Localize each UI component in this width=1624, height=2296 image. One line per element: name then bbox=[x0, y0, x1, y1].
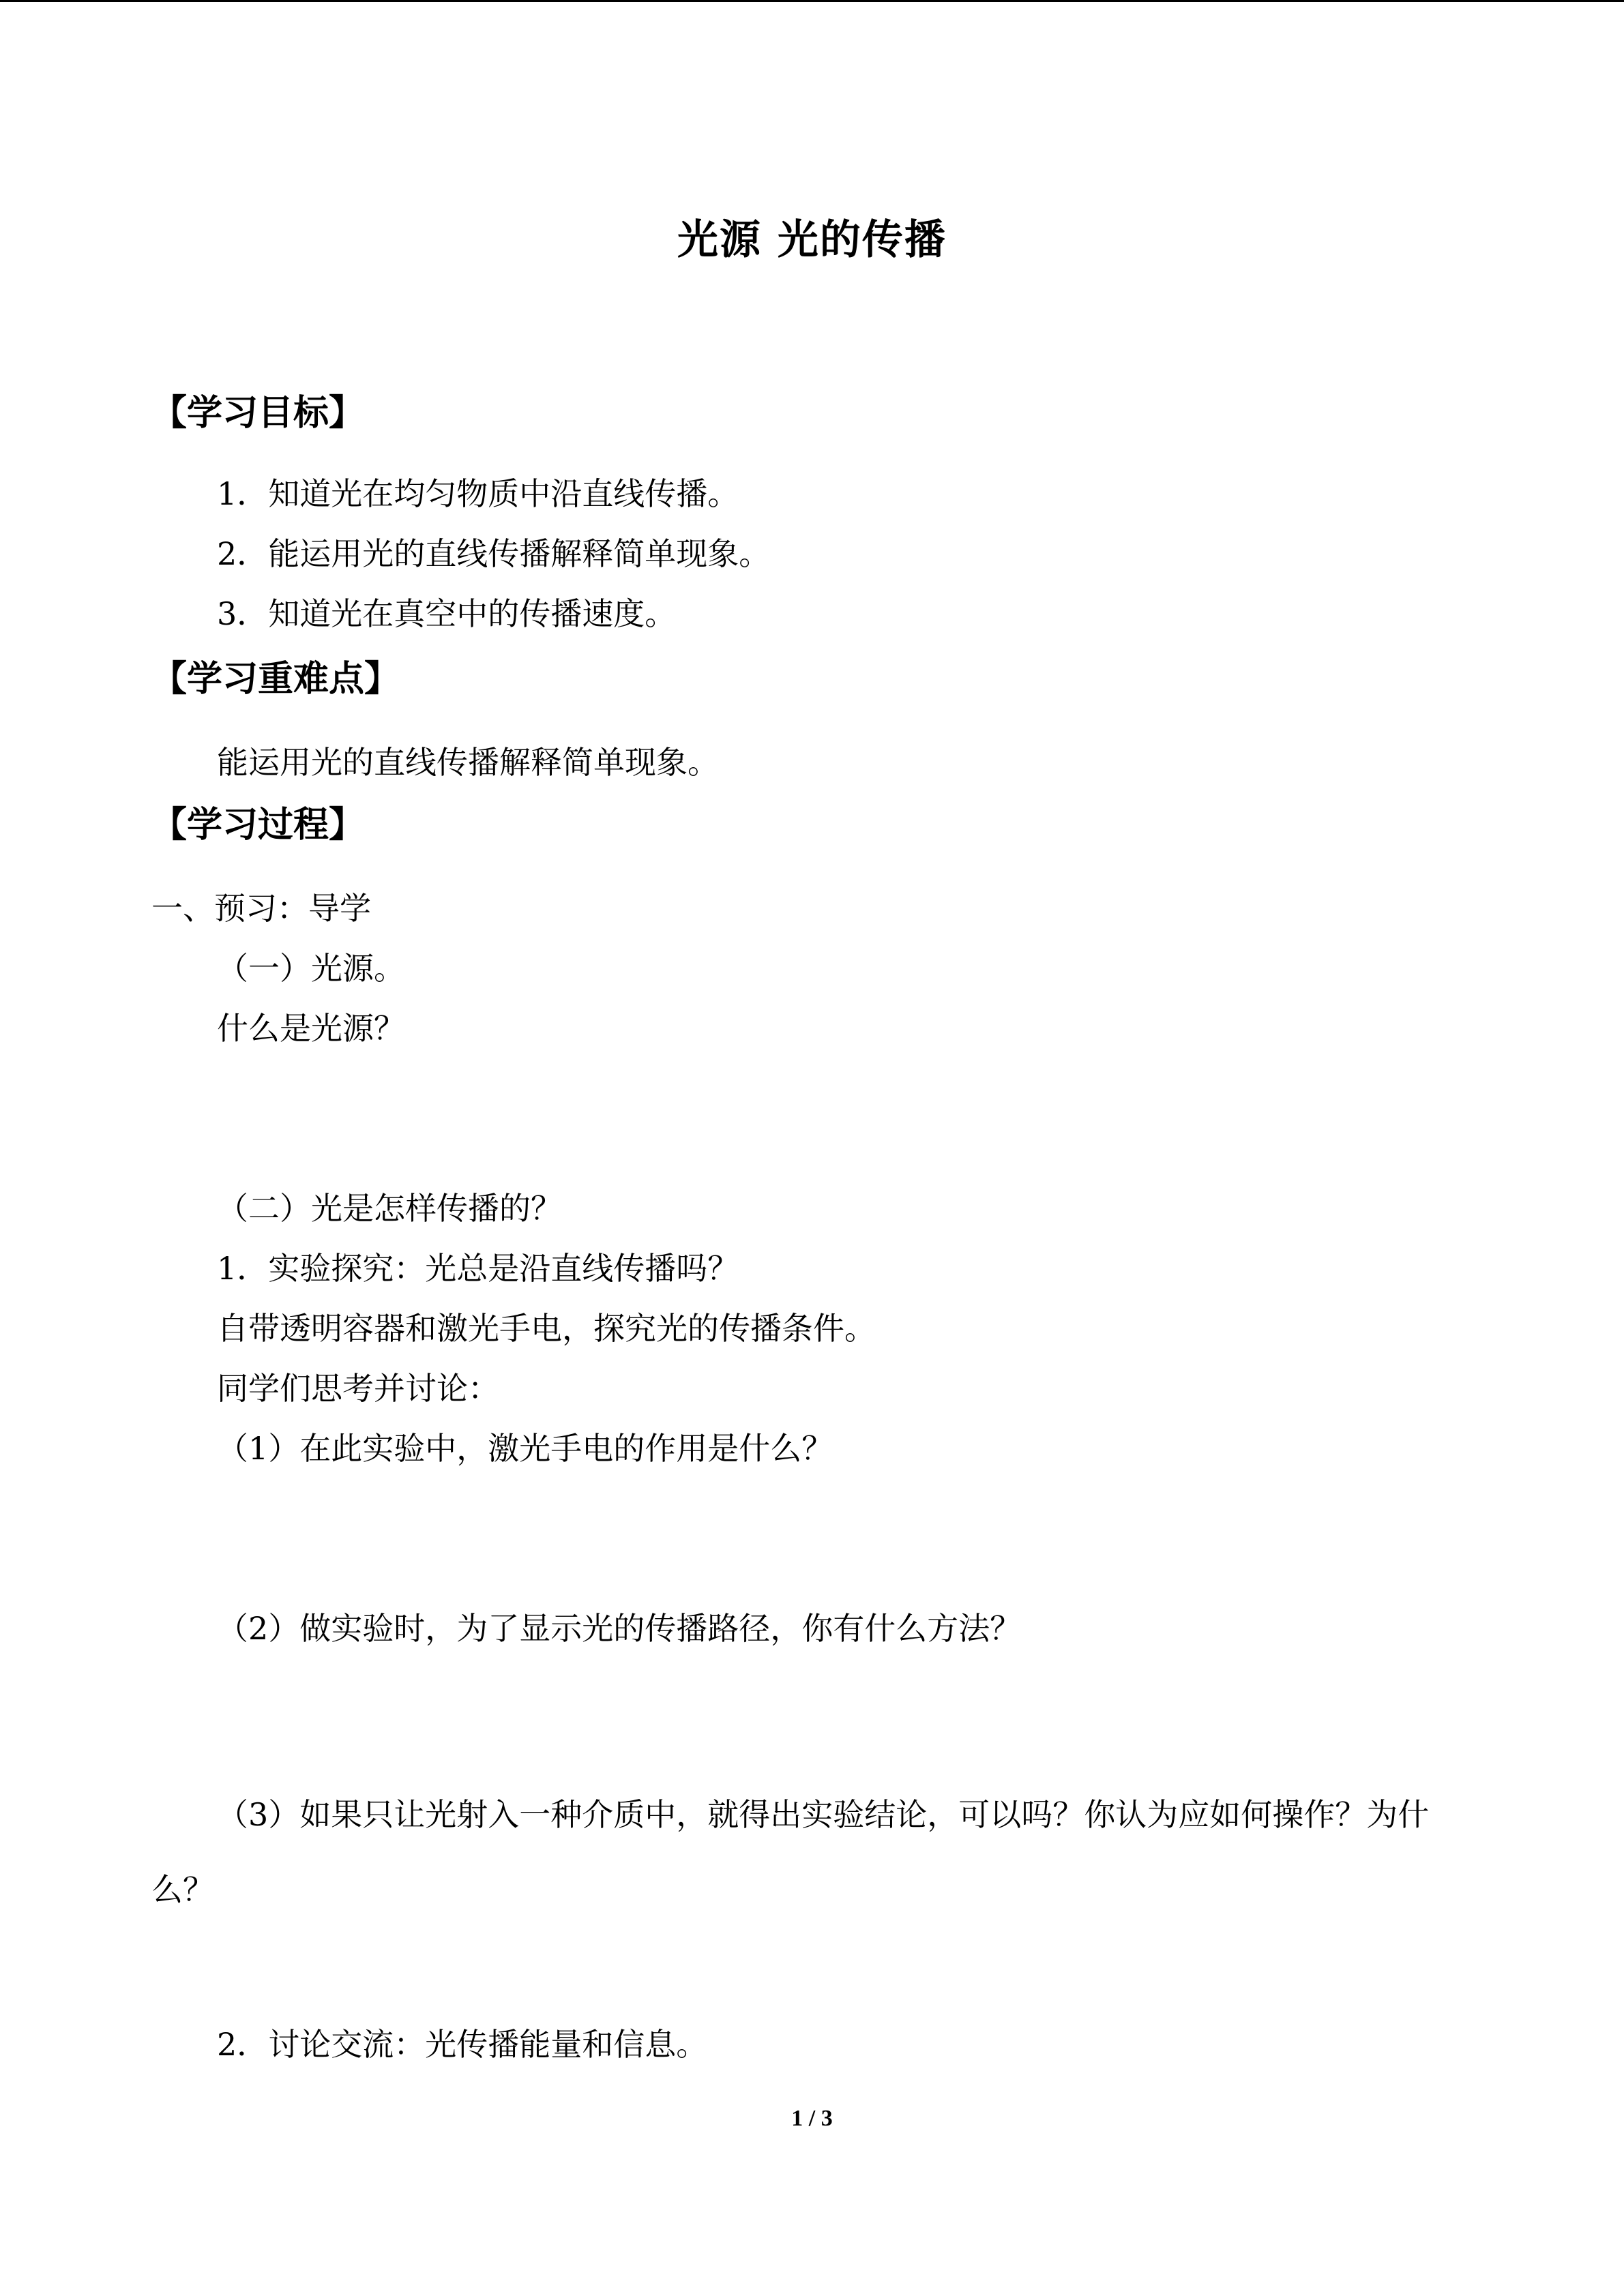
question-1: （1）在此实验中，激光手电的作用是什么？ bbox=[217, 1430, 833, 1467]
discussion-title: 2．讨论交流：光传播能量和信息。 bbox=[217, 2026, 708, 2063]
goal-item-1: 1．知道光在均匀物质中沿直线传播。 bbox=[217, 475, 739, 512]
page-number: 1 / 3 bbox=[791, 2106, 833, 2131]
question-2: （2）做实验时，为了显示光的传播路径，你有什么方法？ bbox=[217, 1610, 1022, 1647]
heading-learning-process: 【学习过程】 bbox=[151, 805, 365, 846]
question-3: （3）如果只让光射入一种介质中，就得出实验结论，可以吗？你认为应如何操作？为什么？ bbox=[151, 1796, 1430, 1908]
goal-item-3: 3．知道光在真空中的传播速度。 bbox=[217, 595, 677, 632]
key-points-text: 能运用光的直线传播解释简单现象。 bbox=[217, 744, 719, 781]
experiment-description: 自带透明容器和激光手电，探究光的传播条件。 bbox=[217, 1310, 876, 1347]
heading-key-points: 【学习重难点】 bbox=[151, 659, 400, 700]
part1-title: 一、预习：导学 bbox=[151, 890, 371, 927]
discussion-prompt: 同学们思考并讨论： bbox=[217, 1370, 499, 1407]
goal-item-2: 2．能运用光的直线传播解释简单现象。 bbox=[217, 535, 771, 572]
sub1-question: 什么是光源？ bbox=[217, 1010, 405, 1047]
top-border-line bbox=[0, 0, 1624, 2]
sub2-title: （二）光是怎样传播的？ bbox=[217, 1190, 562, 1227]
experiment-title: 1．实验探究：光总是沿直线传播吗？ bbox=[217, 1250, 739, 1287]
sub1-title: （一）光源。 bbox=[217, 950, 405, 987]
heading-learning-goals: 【学习目标】 bbox=[151, 393, 365, 434]
page-title: 光源 光的传播 bbox=[677, 216, 947, 264]
